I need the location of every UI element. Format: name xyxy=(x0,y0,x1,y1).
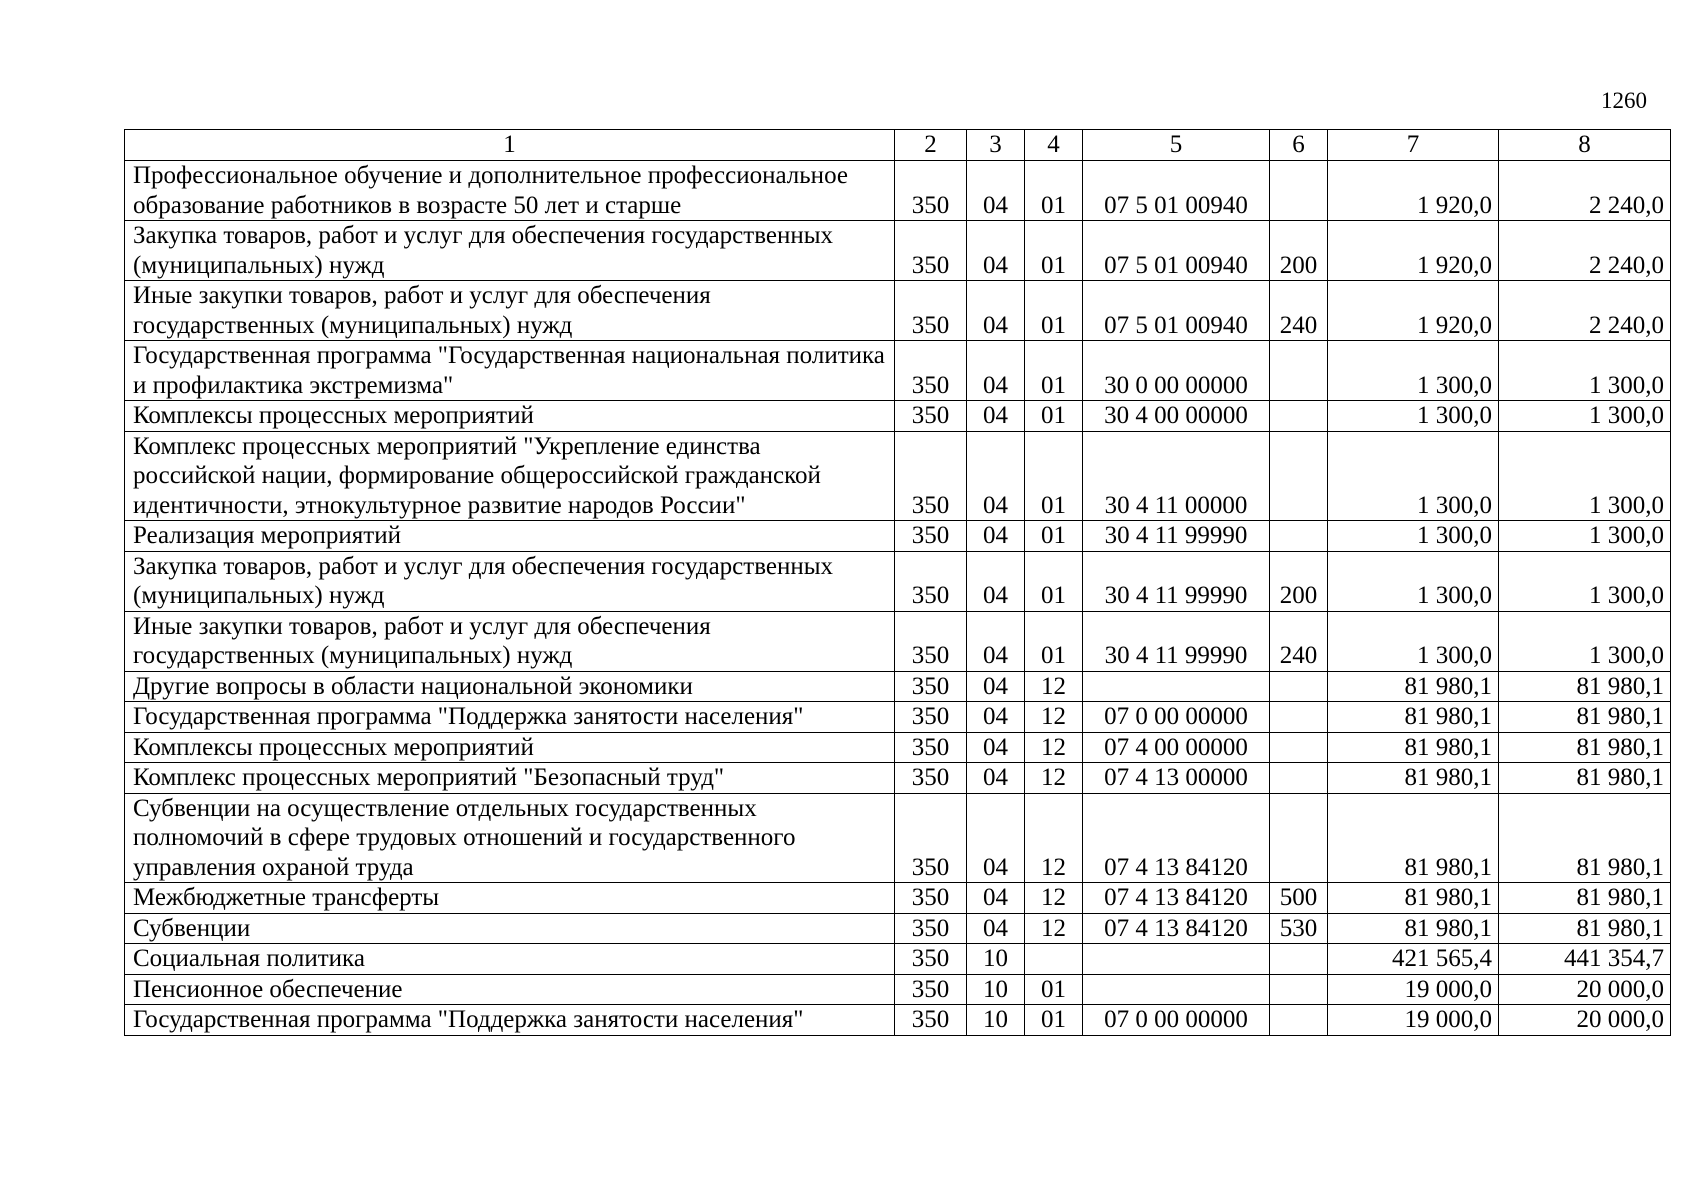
cell-target-article xyxy=(1083,974,1270,1005)
cell-expense-type xyxy=(1270,763,1328,794)
cell-subsection: 12 xyxy=(1025,671,1083,702)
table-row xyxy=(125,611,1671,671)
cell-amount-year-2: 2 240,0 xyxy=(1499,281,1671,341)
cell-amount-year-1: 1 300,0 xyxy=(1328,611,1499,671)
cell-admin-code: 350 xyxy=(895,763,967,794)
cell-amount-year-2: 81 980,1 xyxy=(1499,732,1671,763)
cell-section: 04 xyxy=(967,221,1025,281)
cell-subsection: 12 xyxy=(1025,763,1083,794)
cell-subsection: 12 xyxy=(1025,883,1083,914)
table-row xyxy=(125,431,1671,521)
cell-target-article: 30 4 11 99990 xyxy=(1083,611,1270,671)
cell-amount-year-1: 19 000,0 xyxy=(1328,974,1499,1005)
table-row xyxy=(125,763,1671,794)
cell-item-name: Субвенции xyxy=(125,913,895,944)
cell-admin-code: 350 xyxy=(895,161,967,221)
cell-section: 04 xyxy=(967,341,1025,401)
cell-subsection: 01 xyxy=(1025,431,1083,521)
cell-admin-code: 350 xyxy=(895,974,967,1005)
cell-amount-year-1: 1 300,0 xyxy=(1328,401,1499,432)
cell-admin-code: 350 xyxy=(895,702,967,733)
cell-subsection: 01 xyxy=(1025,161,1083,221)
cell-subsection: 12 xyxy=(1025,732,1083,763)
table-row xyxy=(125,401,1671,432)
cell-amount-year-1: 1 300,0 xyxy=(1328,551,1499,611)
cell-admin-code: 350 xyxy=(895,521,967,552)
cell-target-article: 07 0 00 00000 xyxy=(1083,702,1270,733)
cell-section: 04 xyxy=(967,913,1025,944)
table-row xyxy=(125,551,1671,611)
cell-amount-year-2: 81 980,1 xyxy=(1499,883,1671,914)
cell-item-name: Иные закупки товаров, работ и услуг для обеспечения государственных (муниципальных) нужд xyxy=(125,611,895,671)
cell-target-article: 30 4 00 00000 xyxy=(1083,401,1270,432)
column-header: 3 xyxy=(967,130,1025,161)
cell-subsection: 01 xyxy=(1025,281,1083,341)
cell-item-name: Государственная программа "Поддержка занятости населения" xyxy=(125,702,895,733)
cell-amount-year-2: 1 300,0 xyxy=(1499,551,1671,611)
cell-expense-type xyxy=(1270,793,1328,883)
cell-amount-year-1: 81 980,1 xyxy=(1328,671,1499,702)
cell-subsection: 01 xyxy=(1025,1005,1083,1036)
cell-item-name: Комплексы процессных мероприятий xyxy=(125,732,895,763)
cell-section: 04 xyxy=(967,763,1025,794)
cell-section: 10 xyxy=(967,1005,1025,1036)
cell-expense-type xyxy=(1270,671,1328,702)
cell-admin-code: 350 xyxy=(895,883,967,914)
cell-section: 04 xyxy=(967,611,1025,671)
cell-section: 10 xyxy=(967,944,1025,975)
column-header: 1 xyxy=(125,130,895,161)
cell-admin-code: 350 xyxy=(895,431,967,521)
cell-expense-type xyxy=(1270,341,1328,401)
cell-expense-type xyxy=(1270,702,1328,733)
cell-amount-year-2: 1 300,0 xyxy=(1499,431,1671,521)
table-row xyxy=(125,161,1671,221)
cell-target-article xyxy=(1083,944,1270,975)
cell-admin-code: 350 xyxy=(895,341,967,401)
column-header: 6 xyxy=(1270,130,1328,161)
cell-amount-year-2: 81 980,1 xyxy=(1499,913,1671,944)
cell-item-name: Межбюджетные трансферты xyxy=(125,883,895,914)
cell-section: 04 xyxy=(967,551,1025,611)
cell-amount-year-1: 81 980,1 xyxy=(1328,732,1499,763)
cell-subsection: 12 xyxy=(1025,793,1083,883)
cell-admin-code: 350 xyxy=(895,944,967,975)
table-row xyxy=(125,944,1671,975)
cell-expense-type xyxy=(1270,161,1328,221)
cell-expense-type xyxy=(1270,944,1328,975)
cell-item-name: Пенсионное обеспечение xyxy=(125,974,895,1005)
cell-item-name: Комплексы процессных мероприятий xyxy=(125,401,895,432)
cell-subsection: 01 xyxy=(1025,551,1083,611)
column-header: 2 xyxy=(895,130,967,161)
cell-expense-type: 500 xyxy=(1270,883,1328,914)
cell-subsection: 12 xyxy=(1025,913,1083,944)
cell-item-name: Комплекс процессных мероприятий "Укрепление единства российской нации, формирование общероссийской гражданской идентичности, этнокультурное развитие народов России" xyxy=(125,431,895,521)
cell-expense-type xyxy=(1270,431,1328,521)
cell-item-name: Комплекс процессных мероприятий "Безопасный труд" xyxy=(125,763,895,794)
column-header: 7 xyxy=(1328,130,1499,161)
table-row xyxy=(125,974,1671,1005)
cell-target-article: 07 4 00 00000 xyxy=(1083,732,1270,763)
cell-item-name: Другие вопросы в области национальной экономики xyxy=(125,671,895,702)
cell-subsection: 12 xyxy=(1025,702,1083,733)
cell-amount-year-2: 2 240,0 xyxy=(1499,221,1671,281)
table-row xyxy=(125,732,1671,763)
cell-target-article: 07 0 00 00000 xyxy=(1083,1005,1270,1036)
cell-section: 10 xyxy=(967,974,1025,1005)
cell-amount-year-2: 81 980,1 xyxy=(1499,702,1671,733)
cell-admin-code: 350 xyxy=(895,671,967,702)
cell-amount-year-1: 81 980,1 xyxy=(1328,913,1499,944)
cell-target-article: 07 4 13 84120 xyxy=(1083,913,1270,944)
cell-admin-code: 350 xyxy=(895,913,967,944)
cell-admin-code: 350 xyxy=(895,793,967,883)
cell-section: 04 xyxy=(967,793,1025,883)
cell-amount-year-1: 81 980,1 xyxy=(1328,702,1499,733)
cell-target-article: 30 4 11 99990 xyxy=(1083,521,1270,552)
cell-expense-type: 240 xyxy=(1270,281,1328,341)
cell-item-name: Реализация мероприятий xyxy=(125,521,895,552)
cell-target-article: 07 5 01 00940 xyxy=(1083,161,1270,221)
cell-amount-year-2: 20 000,0 xyxy=(1499,1005,1671,1036)
cell-section: 04 xyxy=(967,431,1025,521)
cell-amount-year-2: 81 980,1 xyxy=(1499,763,1671,794)
cell-expense-type xyxy=(1270,732,1328,763)
cell-amount-year-1: 81 980,1 xyxy=(1328,883,1499,914)
table-row xyxy=(125,521,1671,552)
table-row xyxy=(125,341,1671,401)
cell-admin-code: 350 xyxy=(895,281,967,341)
cell-amount-year-2: 81 980,1 xyxy=(1499,793,1671,883)
cell-subsection: 01 xyxy=(1025,521,1083,552)
cell-section: 04 xyxy=(967,732,1025,763)
cell-amount-year-1: 1 300,0 xyxy=(1328,431,1499,521)
table-row xyxy=(125,1005,1671,1036)
cell-subsection: 01 xyxy=(1025,341,1083,401)
cell-amount-year-2: 1 300,0 xyxy=(1499,521,1671,552)
cell-amount-year-1: 421 565,4 xyxy=(1328,944,1499,975)
cell-section: 04 xyxy=(967,161,1025,221)
cell-target-article: 30 4 11 00000 xyxy=(1083,431,1270,521)
table-row xyxy=(125,221,1671,281)
column-header: 4 xyxy=(1025,130,1083,161)
cell-expense-type: 200 xyxy=(1270,551,1328,611)
column-header: 5 xyxy=(1083,130,1270,161)
cell-item-name: Социальная политика xyxy=(125,944,895,975)
cell-subsection: 01 xyxy=(1025,221,1083,281)
cell-amount-year-1: 81 980,1 xyxy=(1328,763,1499,794)
cell-expense-type: 200 xyxy=(1270,221,1328,281)
cell-section: 04 xyxy=(967,281,1025,341)
cell-target-article: 07 5 01 00940 xyxy=(1083,221,1270,281)
cell-target-article: 07 4 13 00000 xyxy=(1083,763,1270,794)
cell-subsection: 01 xyxy=(1025,974,1083,1005)
cell-item-name: Закупка товаров, работ и услуг для обеспечения государственных (муниципальных) нужд xyxy=(125,221,895,281)
cell-amount-year-1: 19 000,0 xyxy=(1328,1005,1499,1036)
cell-expense-type xyxy=(1270,401,1328,432)
cell-amount-year-2: 1 300,0 xyxy=(1499,401,1671,432)
table-header-row xyxy=(125,130,1671,161)
cell-expense-type xyxy=(1270,521,1328,552)
cell-target-article: 07 4 13 84120 xyxy=(1083,793,1270,883)
cell-item-name: Профессиональное обучение и дополнительное профессиональное образование работников в возрасте 50 лет и старше xyxy=(125,161,895,221)
table-row xyxy=(125,913,1671,944)
cell-item-name: Государственная программа "Поддержка занятости населения" xyxy=(125,1005,895,1036)
cell-target-article: 30 0 00 00000 xyxy=(1083,341,1270,401)
cell-target-article xyxy=(1083,671,1270,702)
cell-amount-year-1: 1 920,0 xyxy=(1328,281,1499,341)
table-row xyxy=(125,281,1671,341)
cell-admin-code: 350 xyxy=(895,221,967,281)
cell-amount-year-1: 1 300,0 xyxy=(1328,521,1499,552)
cell-section: 04 xyxy=(967,883,1025,914)
cell-target-article: 30 4 11 99990 xyxy=(1083,551,1270,611)
cell-expense-type: 240 xyxy=(1270,611,1328,671)
table-row xyxy=(125,702,1671,733)
cell-amount-year-1: 1 300,0 xyxy=(1328,341,1499,401)
cell-target-article: 07 4 13 84120 xyxy=(1083,883,1270,914)
cell-target-article: 07 5 01 00940 xyxy=(1083,281,1270,341)
cell-amount-year-2: 1 300,0 xyxy=(1499,341,1671,401)
budget-table xyxy=(124,129,1671,1036)
cell-amount-year-2: 20 000,0 xyxy=(1499,974,1671,1005)
cell-amount-year-2: 1 300,0 xyxy=(1499,611,1671,671)
table-row xyxy=(125,883,1671,914)
cell-subsection: 01 xyxy=(1025,401,1083,432)
cell-admin-code: 350 xyxy=(895,732,967,763)
cell-expense-type xyxy=(1270,1005,1328,1036)
cell-section: 04 xyxy=(967,401,1025,432)
cell-subsection xyxy=(1025,944,1083,975)
cell-amount-year-1: 1 920,0 xyxy=(1328,161,1499,221)
cell-admin-code: 350 xyxy=(895,551,967,611)
table-body xyxy=(125,130,1671,1036)
cell-amount-year-2: 81 980,1 xyxy=(1499,671,1671,702)
cell-subsection: 01 xyxy=(1025,611,1083,671)
cell-section: 04 xyxy=(967,702,1025,733)
column-header: 8 xyxy=(1499,130,1671,161)
cell-item-name: Закупка товаров, работ и услуг для обеспечения государственных (муниципальных) нужд xyxy=(125,551,895,611)
table-row xyxy=(125,671,1671,702)
cell-item-name: Государственная программа "Государственная национальная политика и профилактика экстремизма" xyxy=(125,341,895,401)
cell-item-name: Субвенции на осуществление отдельных государственных полномочий в сфере трудовых отношений и государственного управления охраной труда xyxy=(125,793,895,883)
table-row xyxy=(125,793,1671,883)
cell-amount-year-2: 2 240,0 xyxy=(1499,161,1671,221)
cell-expense-type: 530 xyxy=(1270,913,1328,944)
cell-amount-year-2: 441 354,7 xyxy=(1499,944,1671,975)
cell-section: 04 xyxy=(967,671,1025,702)
cell-item-name: Иные закупки товаров, работ и услуг для обеспечения государственных (муниципальных) нужд xyxy=(125,281,895,341)
cell-amount-year-1: 1 920,0 xyxy=(1328,221,1499,281)
cell-admin-code: 350 xyxy=(895,611,967,671)
cell-section: 04 xyxy=(967,521,1025,552)
cell-admin-code: 350 xyxy=(895,1005,967,1036)
page-number: 1260 xyxy=(1601,88,1647,113)
cell-amount-year-1: 81 980,1 xyxy=(1328,793,1499,883)
cell-admin-code: 350 xyxy=(895,401,967,432)
cell-expense-type xyxy=(1270,974,1328,1005)
